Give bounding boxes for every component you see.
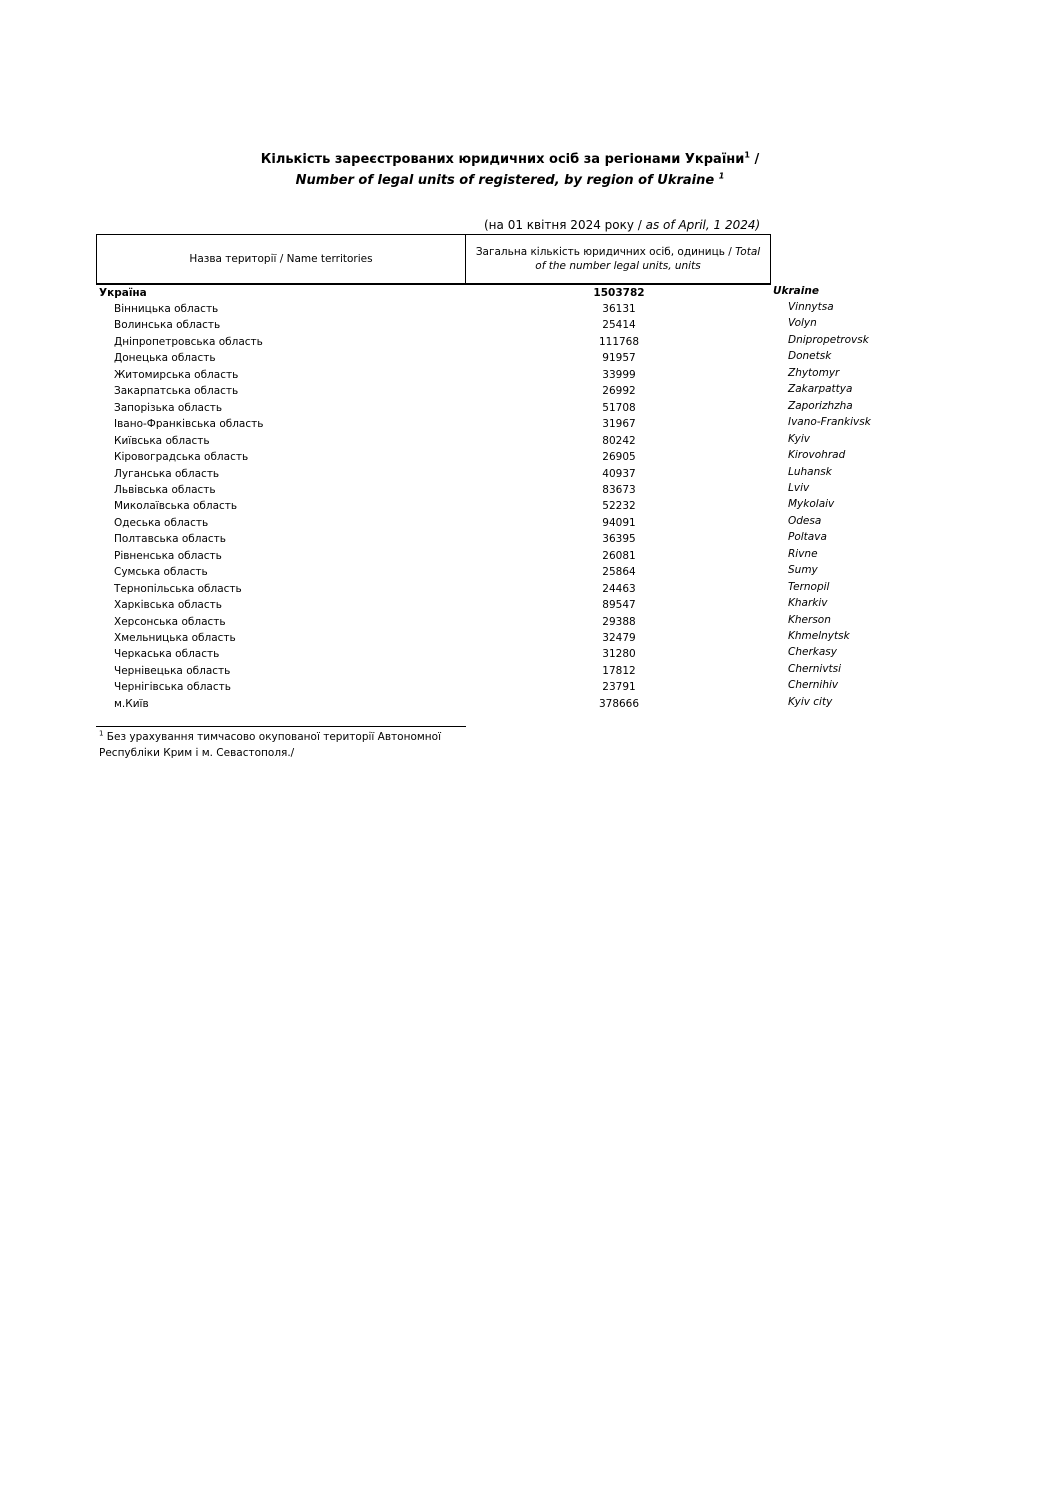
table-row bbox=[0, 681, 1058, 697]
row-name-ua: Івано-Франківська область bbox=[114, 418, 264, 431]
row-name-ua: Рівненська область bbox=[114, 549, 222, 562]
row-name-en: Zaporizhzha bbox=[788, 399, 853, 412]
row-name-en: Ukraine bbox=[773, 285, 819, 297]
row-name-ua: Полтавська область bbox=[114, 533, 226, 546]
row-name-en: Donetsk bbox=[788, 350, 832, 363]
row-value: 36395 bbox=[602, 533, 636, 546]
date-ua: (на 01 квітня 2024 року / bbox=[484, 218, 646, 232]
table-row bbox=[0, 432, 1058, 451]
row-value: 83673 bbox=[602, 483, 636, 496]
row-name-en: Dnipropetrovsk bbox=[788, 333, 869, 346]
table-row bbox=[0, 662, 1058, 681]
table-row bbox=[0, 547, 1058, 566]
footnote-mark: 1 bbox=[99, 729, 104, 738]
row-name-en: Khmelnytsk bbox=[788, 630, 850, 642]
column-header-total-label bbox=[472, 245, 764, 273]
row-value: 25414 bbox=[602, 319, 636, 332]
row-name-en: Volyn bbox=[788, 317, 817, 330]
footnote-line-1: Без урахування тимчасово окупованої території Автономної bbox=[103, 731, 441, 743]
row-value: 31280 bbox=[602, 648, 636, 661]
date-en: as of April, 1 2024) bbox=[645, 218, 761, 232]
row-name-en: Chernivtsi bbox=[788, 662, 842, 675]
table-row bbox=[0, 481, 1058, 500]
table-row-total bbox=[0, 287, 1058, 303]
row-name-en: Vinnytsa bbox=[788, 301, 834, 313]
table-row bbox=[0, 385, 1058, 401]
footnote-divider bbox=[96, 726, 466, 727]
row-value: 24463 bbox=[602, 582, 636, 595]
row-name-en: Odesa bbox=[788, 514, 822, 527]
table-row bbox=[0, 303, 1058, 319]
column-header-total-en: Total of the number legal units, units bbox=[535, 246, 761, 272]
row-value: 52232 bbox=[602, 500, 636, 513]
table-row bbox=[0, 366, 1058, 385]
row-name-ua: Запорізька область bbox=[114, 401, 223, 414]
row-value: 31967 bbox=[602, 418, 636, 431]
row-value: 111768 bbox=[598, 335, 640, 348]
row-name-en: Chernihiv bbox=[788, 679, 839, 692]
row-name-ua: Житомирська область bbox=[114, 368, 239, 381]
row-name-ua: Вінницька область bbox=[114, 303, 219, 315]
title-ua-footnote-mark: 1 bbox=[744, 150, 750, 160]
row-name-ua: Одеська область bbox=[114, 516, 209, 529]
row-name-ua: Тернопільська область bbox=[114, 582, 242, 595]
row-name-ua: Україна bbox=[99, 287, 147, 299]
row-name-en: Sumy bbox=[788, 564, 818, 577]
row-name-ua: Дніпропетровська область bbox=[114, 335, 263, 348]
row-name-ua: Донецька область bbox=[114, 352, 216, 365]
header-divider bbox=[96, 284, 771, 285]
row-value: 40937 bbox=[602, 467, 636, 480]
row-name-en: Zhytomyr bbox=[788, 366, 840, 379]
row-value: 89547 bbox=[602, 599, 636, 612]
row-name-ua: Волинська область bbox=[114, 319, 221, 332]
table-row bbox=[0, 399, 1058, 418]
table-row bbox=[0, 500, 1058, 516]
row-name-ua: Херсонська область bbox=[114, 615, 226, 628]
table-row bbox=[0, 599, 1058, 615]
row-value: 33999 bbox=[602, 368, 636, 381]
row-name-en: Kherson bbox=[788, 613, 831, 626]
row-name-ua: Луганська область bbox=[114, 467, 220, 480]
row-value: 32479 bbox=[602, 632, 636, 644]
column-header-name bbox=[96, 234, 466, 284]
column-header-total-ua: Загальна кількість юридичних осіб, одиниць / bbox=[475, 246, 736, 258]
table-row bbox=[0, 580, 1058, 599]
date-line bbox=[484, 218, 760, 232]
table-row bbox=[0, 613, 1058, 632]
row-name-ua: Львівська область bbox=[114, 483, 216, 496]
row-name-en: Ivano-Frankivsk bbox=[788, 416, 871, 429]
title-ua-text: Кількість зареєстрованих юридичних осіб за регіонами України bbox=[260, 152, 745, 167]
row-name-en: Rivne bbox=[788, 547, 818, 560]
row-name-ua: Закарпатська область bbox=[114, 385, 239, 398]
table-row bbox=[0, 533, 1058, 549]
table-row bbox=[0, 566, 1058, 582]
row-value: 1503782 bbox=[593, 287, 645, 299]
table-row bbox=[0, 333, 1058, 352]
row-name-ua: Харківська область bbox=[114, 599, 222, 612]
table-row bbox=[0, 451, 1058, 467]
column-header-total bbox=[465, 234, 771, 284]
row-value: 94091 bbox=[602, 516, 636, 529]
row-name-ua: м.Київ bbox=[114, 697, 149, 710]
row-name-en: Kirovohrad bbox=[788, 449, 846, 462]
row-name-ua: Сумська область bbox=[114, 566, 208, 579]
table-row bbox=[0, 695, 1058, 714]
row-name-en: Kharkiv bbox=[788, 597, 828, 610]
table-row bbox=[0, 352, 1058, 368]
row-value: 25864 bbox=[602, 566, 636, 579]
row-value: 17812 bbox=[602, 664, 636, 677]
row-name-ua: Миколаївська область bbox=[114, 500, 238, 513]
footnote bbox=[99, 729, 469, 761]
row-name-ua: Чернігівська область bbox=[114, 681, 231, 694]
row-value: 29388 bbox=[602, 615, 636, 628]
title-slash: / bbox=[754, 152, 760, 167]
row-value: 26992 bbox=[602, 385, 636, 398]
row-value: 23791 bbox=[602, 681, 636, 694]
row-name-en: Luhansk bbox=[788, 465, 832, 478]
row-value: 26081 bbox=[602, 549, 636, 562]
row-value: 36131 bbox=[602, 303, 636, 315]
footnote-line-2: Республіки Крим і м. Севастополя./ bbox=[99, 747, 295, 759]
row-name-en: Ternopil bbox=[788, 580, 830, 593]
title-en-text: Number of legal units of registered, by region of Ukraine bbox=[295, 173, 715, 188]
row-name-en: Kyiv bbox=[788, 432, 810, 445]
row-name-en: Kyiv city bbox=[788, 695, 833, 708]
row-name-en: Cherkasy bbox=[788, 646, 837, 659]
row-name-en: Poltava bbox=[788, 531, 827, 544]
row-value: 80242 bbox=[602, 434, 636, 447]
row-value: 26905 bbox=[602, 451, 636, 464]
table-row bbox=[0, 648, 1058, 664]
row-name-en: Zakarpattya bbox=[788, 383, 853, 396]
table-row bbox=[0, 632, 1058, 648]
row-name-ua: Хмельницька область bbox=[114, 632, 236, 644]
table-row bbox=[0, 514, 1058, 533]
title-en-footnote-mark: 1 bbox=[718, 171, 725, 181]
row-name-en: Mykolaiv bbox=[788, 498, 835, 511]
row-name-ua: Чернівецька область bbox=[114, 664, 231, 677]
row-name-ua: Кіровоградська область bbox=[114, 451, 249, 464]
row-value: 91957 bbox=[602, 352, 636, 365]
table-row bbox=[0, 465, 1058, 484]
row-name-ua: Черкаська область bbox=[114, 648, 220, 661]
column-header-name-label: Назва території / Name territories bbox=[189, 253, 373, 265]
page-title-en bbox=[0, 173, 1020, 188]
table-row bbox=[0, 418, 1058, 434]
table-row bbox=[0, 319, 1058, 335]
row-value: 51708 bbox=[602, 401, 636, 414]
page-title-ua bbox=[0, 152, 1020, 167]
row-name-en: Lviv bbox=[788, 481, 810, 494]
row-value: 378666 bbox=[598, 697, 640, 710]
row-name-ua: Київська область bbox=[114, 434, 210, 447]
